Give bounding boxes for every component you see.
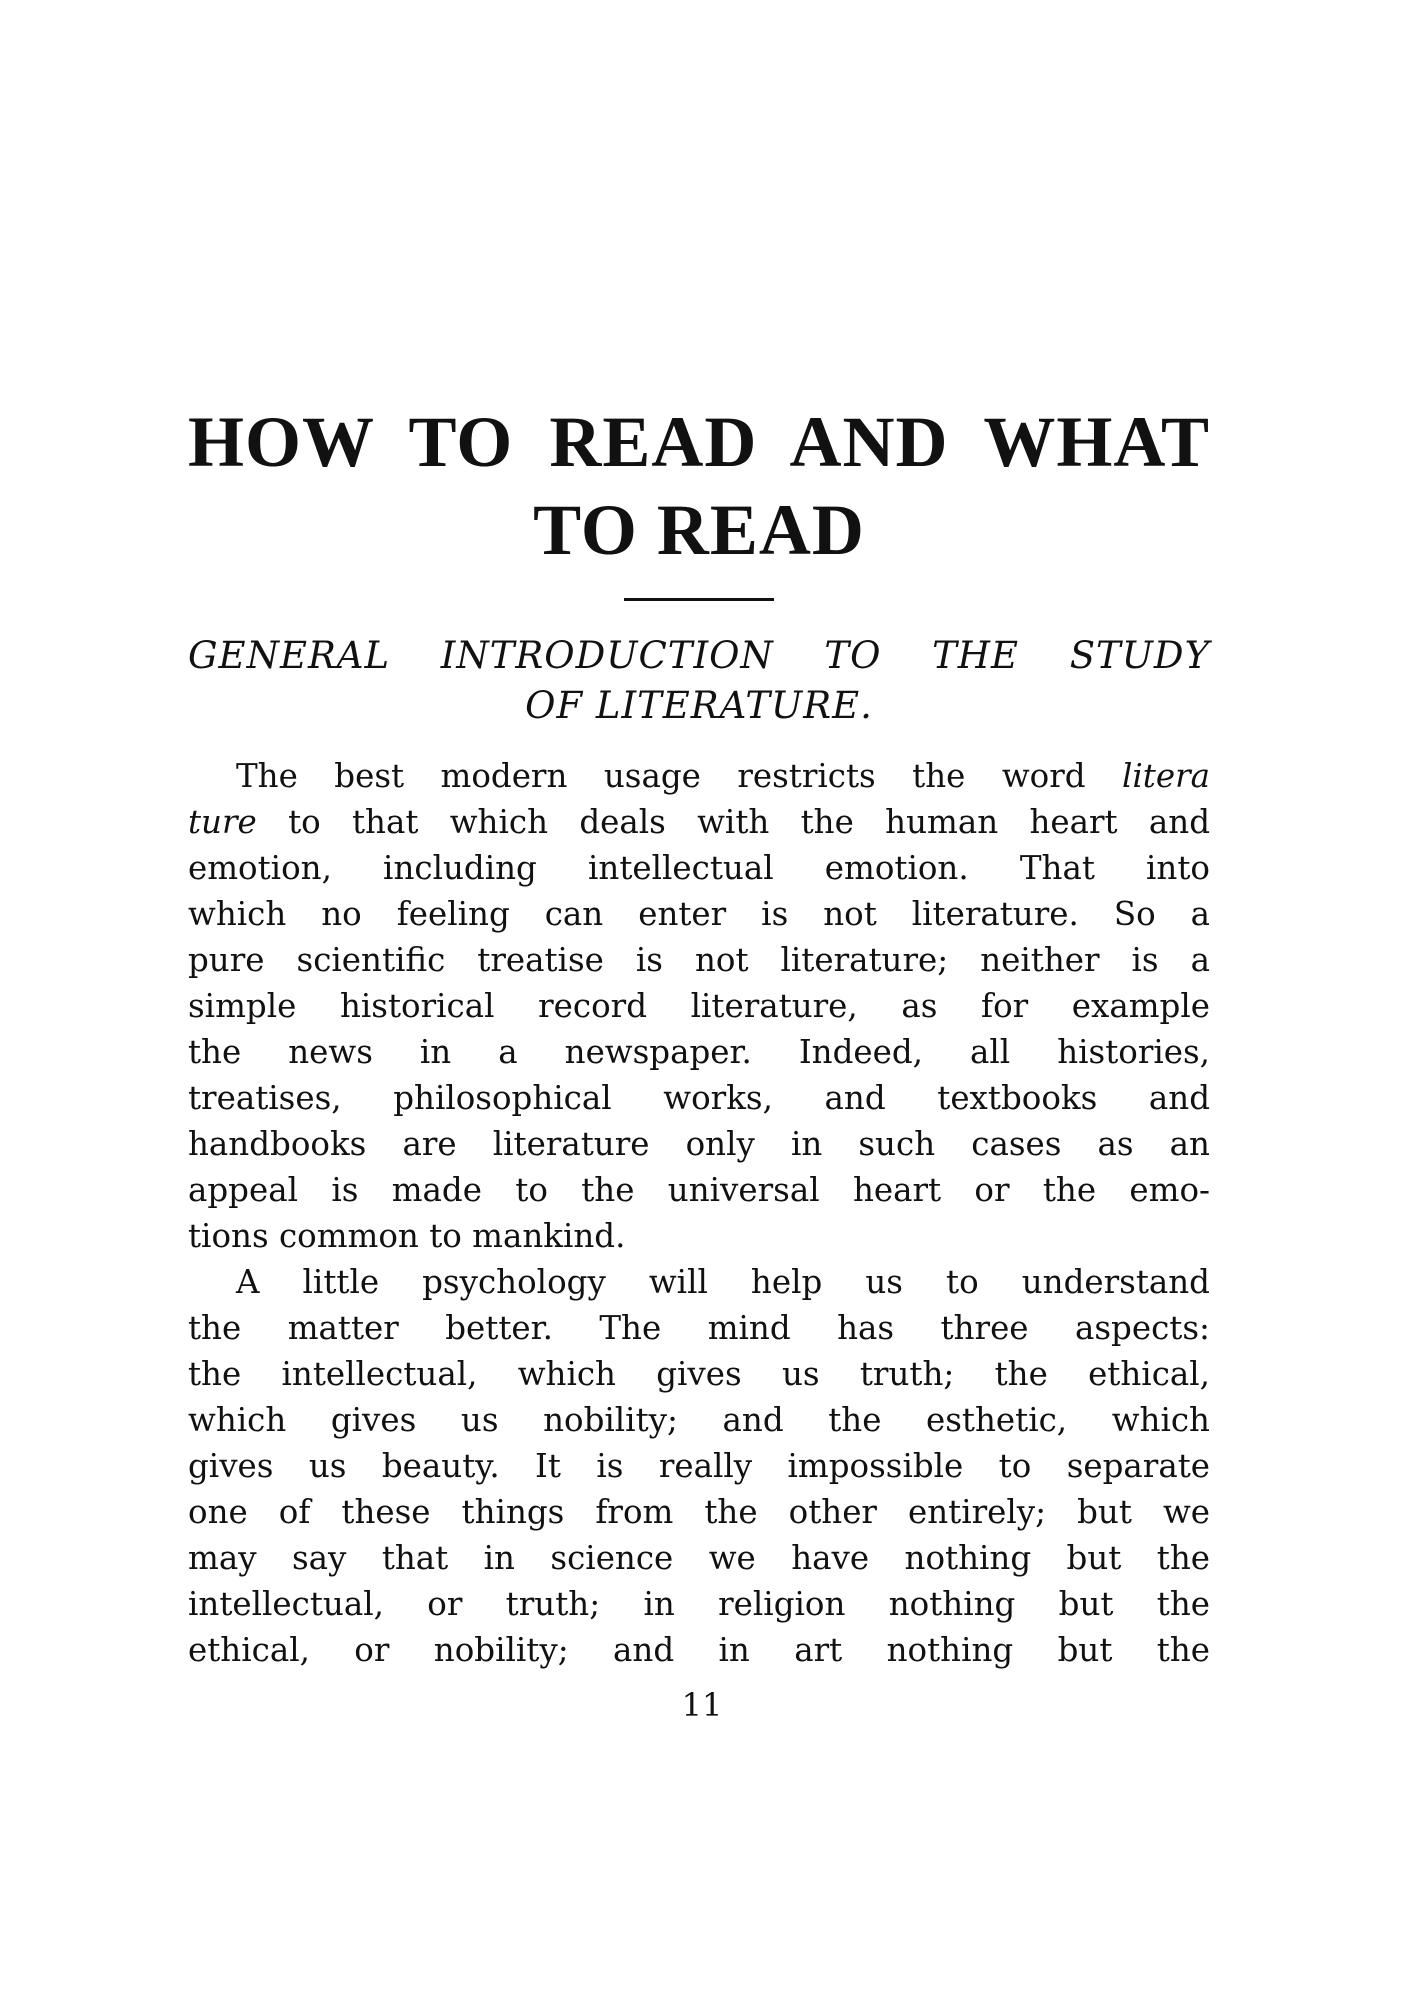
paragraph-2-line-5: gives us beauty. It is really impossible to separate	[188, 1447, 1210, 1485]
chapter-title-line-1: HOW TO READ AND WHAT	[188, 402, 1210, 482]
paragraph-1-line-7: the news in a newspaper. Indeed, all histories,	[188, 1033, 1210, 1071]
paragraph-2-line-4: which gives us nobility; and the esthetic, which	[188, 1401, 1210, 1439]
title-divider-rule	[624, 598, 774, 601]
paragraph-1-line-4: which no feeling can enter is not literature. So a	[188, 895, 1210, 933]
paragraph-2-line-8: intellectual, or truth; in religion nothing but the	[188, 1585, 1210, 1623]
paragraph-1-line-5: pure scientific treatise is not literature; neither is a	[188, 941, 1210, 979]
paragraph-2-line-7: may say that in science we have nothing but the	[188, 1539, 1210, 1577]
paragraph-2-line-1: A little psychology will help us to understand	[236, 1263, 1210, 1301]
chapter-title	[188, 398, 1210, 574]
paragraph-2-line-6: one of these things from the other entirely; but we	[188, 1493, 1210, 1531]
paragraph-1-line-2-text: to that which deals with the human heart and	[256, 803, 1210, 841]
paragraph-1	[188, 753, 1210, 1259]
paragraph-1-line-2	[188, 799, 1210, 845]
paragraph-2-line-2: the matter better. The mind has three aspects:	[188, 1309, 1210, 1347]
paragraph-1-line-1	[188, 753, 1210, 799]
paragraph-1-line-10: appeal is made to the universal heart or the emo-	[188, 1171, 1210, 1209]
paragraph-2-line-9: ethical, or nobility; and in art nothing but the	[188, 1631, 1210, 1669]
section-subtitle	[188, 631, 1210, 731]
paragraph-1-line-6: simple historical record literature, as for example	[188, 987, 1210, 1025]
paragraph-1-line-1-italic: litera	[1122, 757, 1210, 795]
paragraph-1-line-8: treatises, philosophical works, and textbooks and	[188, 1079, 1210, 1117]
paragraph-1-line-9: handbooks are literature only in such cases as an	[188, 1125, 1210, 1163]
paragraph-1-line-3: emotion, including intellectual emotion. That into	[188, 849, 1210, 887]
book-page	[188, 398, 1210, 1673]
paragraph-2	[188, 1259, 1210, 1673]
chapter-title-line-2: TO READ	[533, 490, 865, 570]
section-subtitle-line-1: GENERAL INTRODUCTION TO THE STUDY	[188, 634, 1210, 677]
section-subtitle-line-2: OF LITERATURE.	[525, 684, 873, 727]
paragraph-2-line-3: the intellectual, which gives us truth; the ethical,	[188, 1355, 1210, 1393]
paragraph-1-line-11: tions common to mankind.	[188, 1217, 626, 1255]
paragraph-1-line-2-italic: ture	[188, 803, 257, 841]
body-text	[188, 753, 1210, 1673]
page-number: 11	[681, 1686, 723, 1724]
paragraph-1-line-1-text: The best modern usage restricts the word	[236, 757, 1122, 795]
